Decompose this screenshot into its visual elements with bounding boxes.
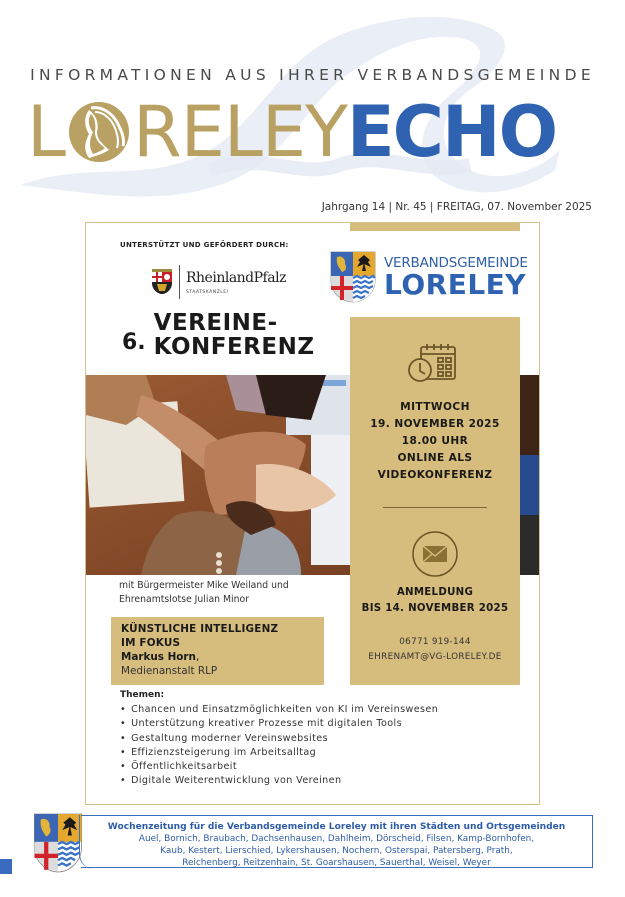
speaker-name: Markus Horn: [121, 651, 196, 663]
ki-speaker: [121, 650, 314, 664]
masthead-echo: ECHO: [346, 91, 557, 173]
sponsor-subtitle: STAATSKANZLEI: [186, 289, 229, 295]
ki-focus-box: [111, 617, 324, 685]
masthead-reley: RELEY: [133, 91, 347, 173]
theme-item: • Unterstützung kreativer Prozesse mit digitalen Tools: [120, 717, 438, 731]
footer-places-line3: Reichenberg, Reitzenhain, St. Goarshausen, Sauerthal, Weisel, Weyer: [182, 858, 491, 868]
footer-places-line1: Auel, Bornich, Braubach, Dachsenhausen, Dahlheim, Dörscheid, Filsen, Kamp-Bornhofen,: [138, 834, 535, 844]
rlp-coat-of-arms-icon: [151, 269, 173, 295]
contact-info: [350, 635, 520, 664]
speaker-organization: Medienanstalt RLP: [121, 665, 218, 677]
guests-line2: Ehrenamtslotse Julian Minor: [119, 594, 250, 605]
registration-deadline: BIS 14. NOVEMBER 2025: [361, 603, 509, 614]
gold-panel-top-strip: [350, 223, 520, 231]
theme-item: • Digitale Weiterentwicklung von Vereinen: [120, 774, 438, 788]
theme-item: • Gestaltung moderner Vereinswebsites: [120, 732, 438, 746]
vg-label: VERBANDSGEMEINDE: [384, 255, 528, 271]
page-marker-square: [0, 859, 12, 874]
themes-list: [120, 703, 438, 789]
footer-title: Wochenzeitung für die Verbandsgemeinde Loreley mit ihren Städten und Ortsgemeinden: [107, 822, 566, 832]
masthead-loreley: [27, 91, 347, 173]
contact-phone[interactable]: 06771 919-144: [399, 637, 471, 647]
vg-loreley-coat-of-arms-icon: [330, 251, 376, 303]
sponsor-divider: [179, 265, 180, 299]
newspaper-tagline: INFORMATIONEN AUS IHRER VERBANDSGEMEINDE: [30, 66, 595, 84]
themes-section: [120, 690, 438, 789]
panel-divider: [383, 507, 487, 508]
footer-places-line2: Kaub, Kestert, Lierschied, Lykershausen, Nochern, Osterspai, Patersberg, Prath,: [160, 846, 513, 856]
registration-label: ANMELDUNG: [396, 587, 474, 598]
conference-number: 6.: [122, 329, 146, 355]
guests-line1: mit Bürgermeister Mike Weiland und: [119, 580, 289, 591]
issue-info: Jahrgang 14 | Nr. 45 | FREITAG, 07. November 2025: [321, 201, 592, 213]
theme-item: • Chancen und Einsatzmöglichkeiten von KI im Vereinswesen: [120, 703, 438, 717]
masthead-logo: [27, 92, 556, 172]
calendar-clock-icon: [407, 343, 459, 383]
guests-text: [119, 579, 289, 607]
event-format-line2: VIDEOKONFERENZ: [377, 469, 493, 481]
event-day: MITTWOCH: [400, 401, 470, 413]
event-date: 19. NOVEMBER 2025: [370, 418, 500, 430]
vg-loreley-logo: [330, 251, 528, 303]
conference-title-line2: KONFERENZ: [153, 334, 315, 361]
theme-item: • Öffentlichkeitsarbeit: [120, 760, 438, 774]
rlp-sponsor-logo: [151, 265, 286, 299]
themes-title: Themen:: [120, 690, 165, 700]
event-time: 18.00 UHR: [401, 435, 469, 447]
masthead-letter-l: L: [27, 91, 65, 173]
conference-title-line1: VEREINE-: [153, 310, 278, 336]
event-details-panel: [350, 317, 520, 685]
loreley-figure-emblem-icon: [67, 100, 131, 164]
conference-title: [122, 311, 315, 359]
event-format-line1: ONLINE ALS: [397, 452, 473, 464]
footer-coat-of-arms-icon: [33, 813, 83, 873]
theme-item: • Effizienzsteigerung im Arbeitsalltag: [120, 746, 438, 760]
vg-name: LORELEY: [384, 268, 527, 301]
ki-title-line2: IM FOKUS: [121, 637, 181, 649]
sponsor-name: RheinlandPfalz: [186, 269, 286, 286]
speaker-comma: ,: [195, 651, 200, 663]
contact-email[interactable]: EHRENAMT@VG-LORELEY.DE: [368, 651, 502, 662]
registration-info: [350, 585, 520, 617]
event-date-time: [350, 399, 520, 484]
event-poster: [85, 222, 540, 805]
ki-title-line1: KÜNSTLICHE INTELLIGENZ: [121, 623, 279, 635]
supported-by-label: UNTERSTÜTZT UND GEFÖRDERT DURCH:: [120, 241, 289, 249]
mail-envelope-icon: [411, 530, 459, 578]
footer-publication-info: [81, 815, 593, 868]
